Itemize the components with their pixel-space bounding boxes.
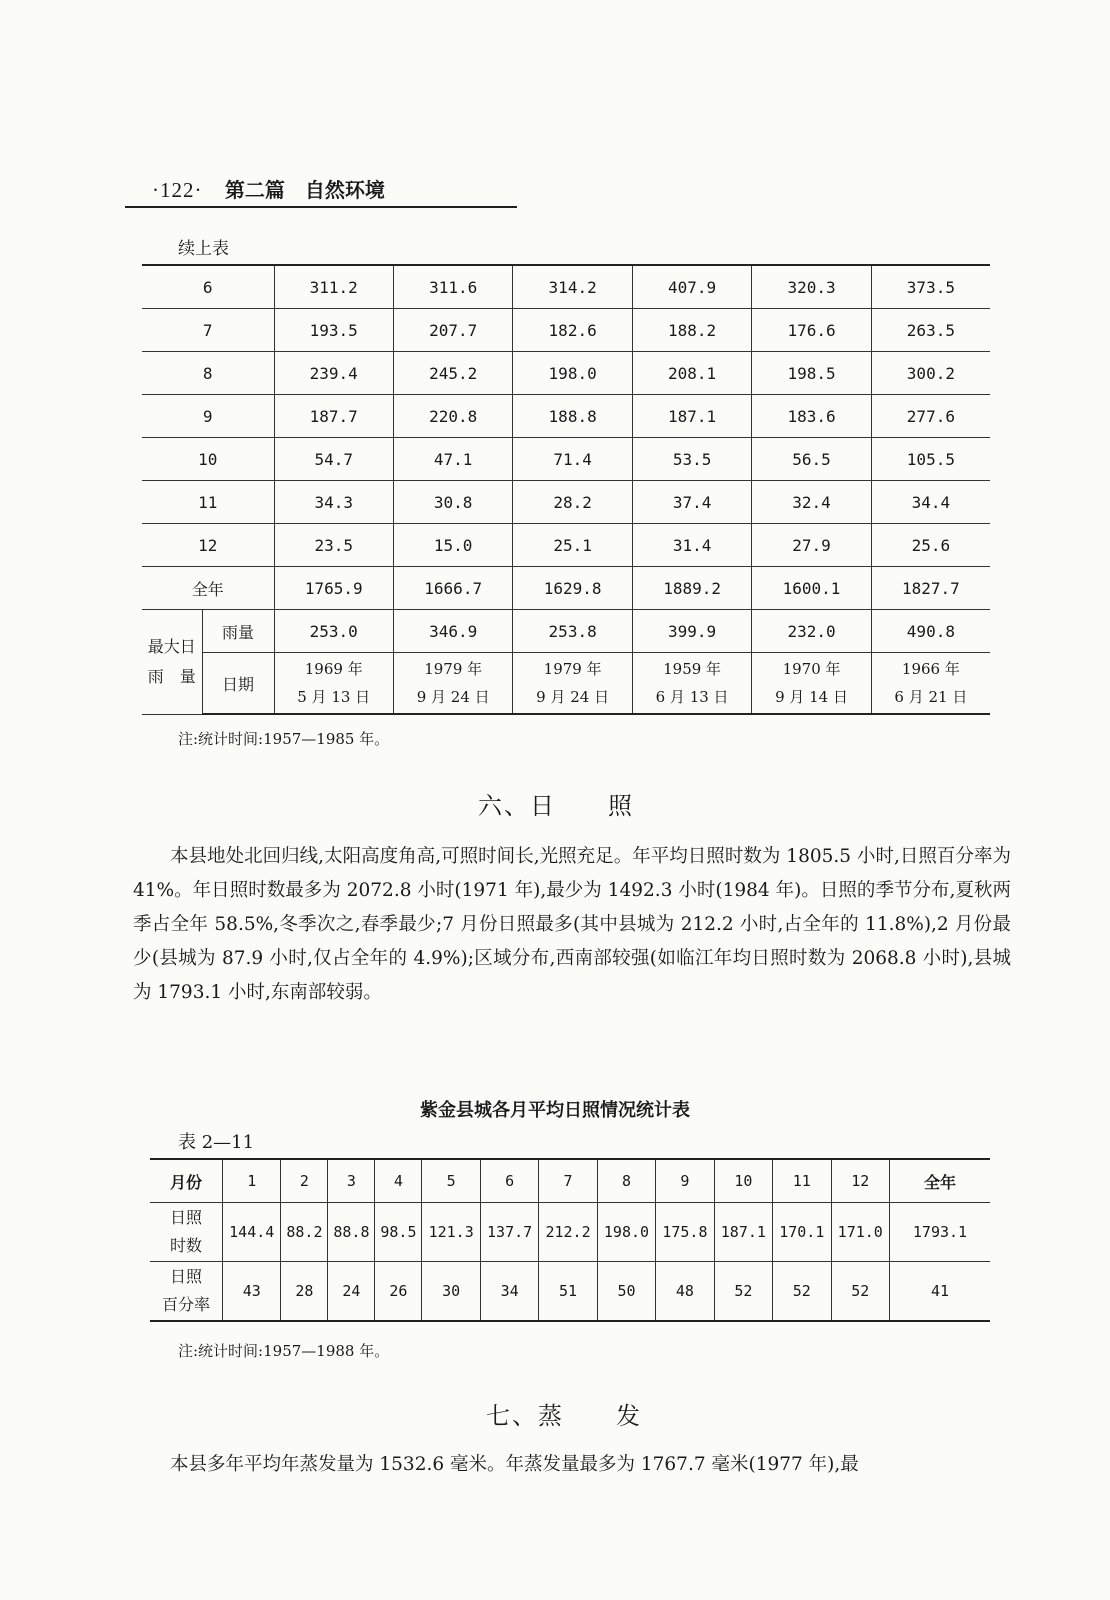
table-cell: 51	[539, 1262, 597, 1322]
table-cell: 144.4	[223, 1203, 281, 1262]
row-label-line1: 日照	[169, 1267, 202, 1286]
date-day: 6 月 13 日	[655, 688, 729, 706]
table-cell: 30	[422, 1262, 480, 1322]
paragraph-text: 本县地处北回归线,太阳高度角高,可照时间长,光照充足。年平均日照时数为 1805.5 小时,日照百分率为 41%。年日照时数最多为 2072.8 小时(1971 年),最少为 1492.3 小时(1984 年)。日照的季节分布,夏秋两季占全年 58.5%,冬季次之,春季最少;7 月份日照最多(其中县城为 212.2 小时,占全年的 11.8%),2 月份最少(县城为 87.9 小时,仅占全年的 4.9%);区域分布,西南部较强(如临江年均日照时数为 2068.8 小时),县城为 1793.1 小时,东南部较弱。	[133, 846, 1011, 1003]
table-cell: 52	[773, 1262, 831, 1322]
table-cell: 47.1	[393, 438, 512, 481]
table-cell: 88.8	[328, 1203, 375, 1262]
table-cell: 34	[480, 1262, 538, 1322]
table-cell: 188.2	[632, 309, 751, 352]
table-number: 表 2—11	[178, 1132, 255, 1153]
table-cell: 314.2	[513, 265, 632, 309]
section-title-sunshine: 六、日 照	[478, 792, 634, 820]
header-rule	[125, 206, 517, 208]
rainfall-table-continued	[142, 264, 990, 715]
month-header: 8	[597, 1159, 655, 1203]
sunshine-table	[150, 1158, 990, 1322]
table-cell: 23.5	[274, 524, 393, 567]
date-label: 日期	[202, 653, 274, 715]
table-cell: 175.8	[656, 1203, 714, 1262]
table-cell: 212.2	[539, 1203, 597, 1262]
table-cell: 193.5	[274, 309, 393, 352]
date-cell	[632, 653, 751, 715]
table-row	[142, 265, 990, 309]
table-row-percent	[150, 1262, 990, 1322]
date-cell	[274, 653, 393, 715]
table-cell: 187.7	[274, 395, 393, 438]
rain-label: 雨量	[202, 610, 274, 653]
table-cell: 232.0	[752, 610, 871, 653]
month-header: 5	[422, 1159, 480, 1203]
table-header-row	[150, 1159, 990, 1203]
table-cell: 41	[890, 1262, 991, 1322]
date-day: 9 月 14 日	[775, 688, 848, 706]
row-label: 11	[142, 481, 274, 524]
table-cell: 37.4	[632, 481, 751, 524]
date-cell	[513, 653, 632, 715]
table-cell: 220.8	[393, 395, 512, 438]
date-cell	[752, 653, 871, 715]
table-cell: 263.5	[871, 309, 990, 352]
table-cell: 52	[714, 1262, 772, 1322]
table-cell: 71.4	[513, 438, 632, 481]
table-cell: 208.1	[632, 352, 751, 395]
table-cell: 253.8	[513, 610, 632, 653]
table-cell: 121.3	[422, 1203, 480, 1262]
table-cell: 198.5	[752, 352, 871, 395]
page-number: ·122·	[152, 178, 203, 202]
table-cell: 407.9	[632, 265, 751, 309]
row-label: 全年	[142, 567, 274, 610]
row-label	[150, 1262, 223, 1322]
table-cell: 98.5	[375, 1203, 422, 1262]
section-title-evaporation: 七、蒸 发	[486, 1402, 642, 1430]
table-cell: 1666.7	[393, 567, 512, 610]
table-cell: 490.8	[871, 610, 990, 653]
table-cell: 183.6	[752, 395, 871, 438]
table-cell: 1889.2	[632, 567, 751, 610]
row-label: 8	[142, 352, 274, 395]
table-cell: 31.4	[632, 524, 751, 567]
paragraph-text: 本县多年平均年蒸发量为 1532.6 毫米。年蒸发量最多为 1767.7 毫米(1977 年),最	[170, 1454, 859, 1475]
month-header: 10	[714, 1159, 772, 1203]
table-cell: 239.4	[274, 352, 393, 395]
table-row-annual	[142, 567, 990, 610]
table-cell: 1765.9	[274, 567, 393, 610]
month-header: 12	[831, 1159, 890, 1203]
table-cell: 105.5	[871, 438, 990, 481]
month-header: 2	[281, 1159, 328, 1203]
maxday-label-line1: 最大日	[147, 636, 196, 656]
header-cell: 月份	[150, 1159, 223, 1203]
table-row	[142, 438, 990, 481]
table-cell: 198.0	[513, 352, 632, 395]
month-header: 1	[223, 1159, 281, 1203]
table-cell: 25.1	[513, 524, 632, 567]
table-cell: 32.4	[752, 481, 871, 524]
date-year: 1979 年	[543, 660, 602, 678]
month-header: 6	[480, 1159, 538, 1203]
table-cell: 1827.7	[871, 567, 990, 610]
date-cell	[871, 653, 990, 715]
table-cell: 48	[656, 1262, 714, 1322]
table-cell: 30.8	[393, 481, 512, 524]
date-year: 1979 年	[424, 660, 483, 678]
date-day: 9 月 24 日	[416, 688, 490, 706]
table-cell: 50	[597, 1262, 655, 1322]
table-cell: 253.0	[274, 610, 393, 653]
continued-label: 续上表	[178, 239, 229, 259]
table-cell: 198.0	[597, 1203, 655, 1262]
row-label-line2: 百分率	[161, 1295, 210, 1314]
row-label: 7	[142, 309, 274, 352]
table-cell: 1793.1	[890, 1203, 991, 1262]
table-cell: 34.3	[274, 481, 393, 524]
month-header: 3	[328, 1159, 375, 1203]
row-label-line2: 时数	[169, 1236, 202, 1255]
table-row-max-rain	[142, 610, 990, 653]
table-cell: 34.4	[871, 481, 990, 524]
table-cell: 15.0	[393, 524, 512, 567]
table-row	[142, 524, 990, 567]
page-header	[152, 174, 385, 203]
table-cell: 54.7	[274, 438, 393, 481]
date-year: 1969 年	[304, 660, 363, 678]
part-title: 第二篇 自然环境	[224, 178, 385, 202]
table-row	[142, 309, 990, 352]
maxday-label	[142, 610, 202, 715]
table-cell: 399.9	[632, 610, 751, 653]
table-cell: 56.5	[752, 438, 871, 481]
table-cell: 52	[831, 1262, 890, 1322]
table-cell: 170.1	[773, 1203, 831, 1262]
table-cell: 27.9	[752, 524, 871, 567]
body-paragraph	[133, 840, 1011, 1010]
table-cell: 300.2	[871, 352, 990, 395]
table-cell: 53.5	[632, 438, 751, 481]
header-cell: 全年	[890, 1159, 991, 1203]
table-cell: 311.6	[393, 265, 512, 309]
table-row	[142, 395, 990, 438]
table-cell: 88.2	[281, 1203, 328, 1262]
table-cell: 187.1	[714, 1203, 772, 1262]
table-cell: 25.6	[871, 524, 990, 567]
row-label: 12	[142, 524, 274, 567]
date-cell	[393, 653, 512, 715]
table-cell: 187.1	[632, 395, 751, 438]
table-cell: 311.2	[274, 265, 393, 309]
date-year: 1959 年	[663, 660, 722, 678]
table-cell: 26	[375, 1262, 422, 1322]
month-header: 4	[375, 1159, 422, 1203]
table-cell: 182.6	[513, 309, 632, 352]
table-cell: 188.8	[513, 395, 632, 438]
table-note: 注:统计时间:1957—1988 年。	[178, 1342, 390, 1360]
table-cell: 245.2	[393, 352, 512, 395]
table-cell: 207.7	[393, 309, 512, 352]
table-note: 注:统计时间:1957—1985 年。	[178, 730, 390, 748]
date-year: 1966 年	[901, 660, 960, 678]
row-label: 10	[142, 438, 274, 481]
table-cell: 24	[328, 1262, 375, 1322]
row-label-line1: 日照	[169, 1208, 202, 1227]
table-cell: 43	[223, 1262, 281, 1322]
row-label	[150, 1203, 223, 1262]
row-label: 9	[142, 395, 274, 438]
table-cell: 176.6	[752, 309, 871, 352]
maxday-label-line2: 雨 量	[147, 666, 196, 686]
table-cell: 320.3	[752, 265, 871, 309]
date-year: 1970 年	[782, 660, 841, 678]
table-cell: 171.0	[831, 1203, 890, 1262]
table-cell: 346.9	[393, 610, 512, 653]
table-cell: 28.2	[513, 481, 632, 524]
table-title: 紫金县城各月平均日照情况统计表	[420, 1100, 690, 1121]
table-cell: 28	[281, 1262, 328, 1322]
table-cell: 277.6	[871, 395, 990, 438]
table-row	[142, 481, 990, 524]
table-row	[142, 352, 990, 395]
table-cell: 1629.8	[513, 567, 632, 610]
table-cell: 1600.1	[752, 567, 871, 610]
date-day: 5 月 13 日	[297, 688, 371, 706]
body-paragraph	[133, 1448, 1011, 1482]
month-header: 9	[656, 1159, 714, 1203]
date-day: 9 月 24 日	[536, 688, 610, 706]
table-cell: 373.5	[871, 265, 990, 309]
table-cell: 137.7	[480, 1203, 538, 1262]
row-label: 6	[142, 265, 274, 309]
table-row-max-date	[142, 653, 990, 715]
month-header: 11	[773, 1159, 831, 1203]
date-day: 6 月 21 日	[894, 688, 968, 706]
month-header: 7	[539, 1159, 597, 1203]
table-row-hours	[150, 1203, 990, 1262]
